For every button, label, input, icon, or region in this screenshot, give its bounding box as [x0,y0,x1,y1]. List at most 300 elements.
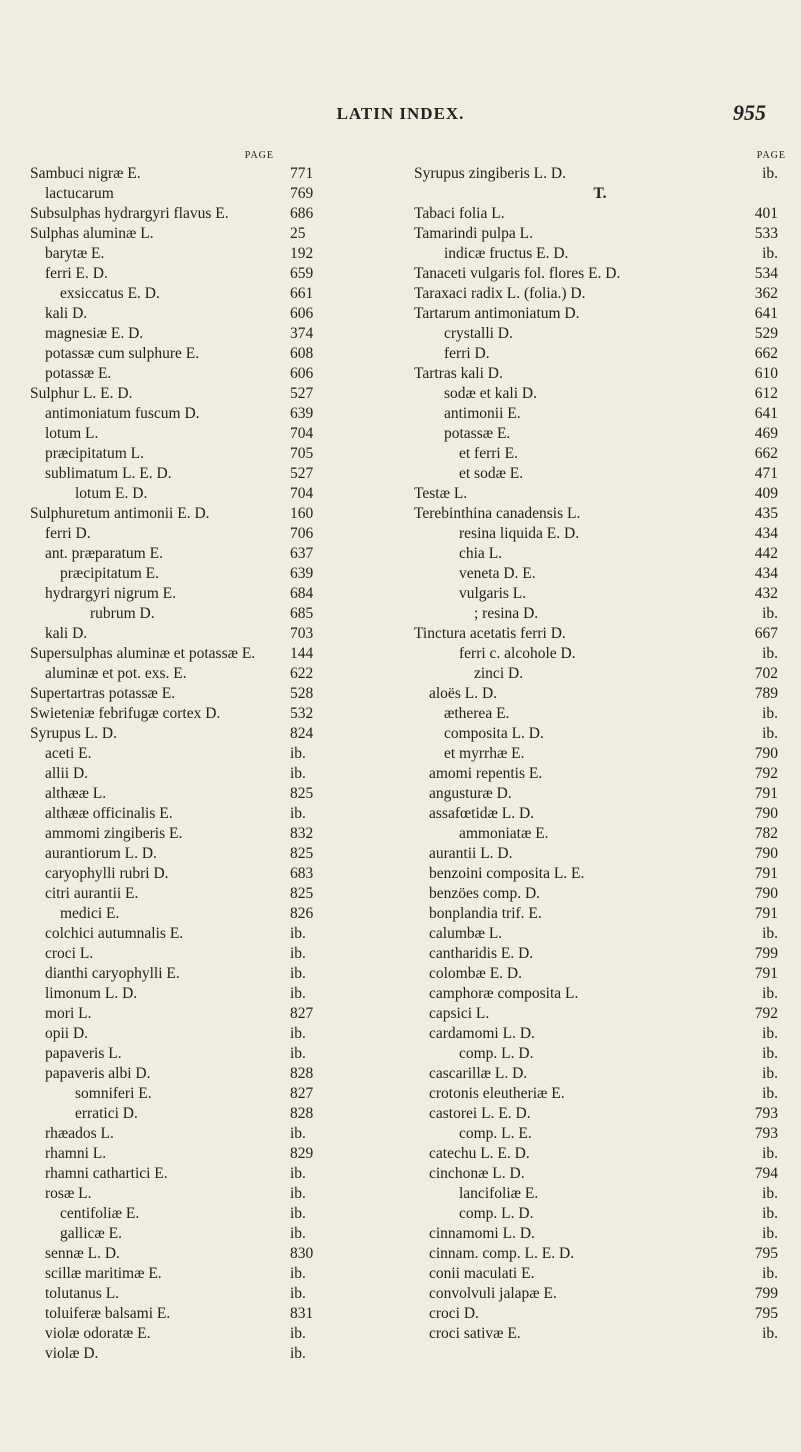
entry-page: 799 [754,945,778,962]
entry-page: 434 [754,565,778,582]
index-entry [30,164,410,184]
entry-term: catechu L. E. D. [429,1145,530,1162]
entry-page: 790 [754,805,778,822]
entry-page: 799 [754,1285,778,1302]
entry-page: 144 [290,645,314,662]
index-entry [30,1104,410,1124]
index-entry [30,1084,410,1104]
index-entry [414,584,786,604]
entry-term: lactucarum [45,185,114,202]
entry-term: vulgaris L. [459,585,527,602]
column-header [414,150,786,164]
index-entry [30,404,410,424]
entry-term: rosæ L. [45,1185,92,1202]
entry-page: 792 [754,1005,778,1022]
entry-page: 641 [754,305,778,322]
entry-page: 832 [290,825,314,842]
entry-page: ib. [762,1025,778,1042]
entry-term: scillæ maritimæ E. [45,1265,162,1282]
index-entry [30,284,410,304]
index-entry [30,364,410,384]
entry-term: ammoniatæ E. [459,825,549,842]
entry-page: 825 [290,885,314,902]
index-entry [30,924,410,944]
entry-term: bonplandia trif. E. [429,905,542,922]
entry-page: 469 [754,425,778,442]
entry-term: T. [593,185,607,202]
entry-page: ib. [290,1025,306,1042]
entry-term: assafœtidæ L. D. [429,805,535,822]
entry-term: sodæ et kali D. [444,385,537,402]
entry-term: Tartras kali D. [414,365,503,382]
entry-term: capsici L. [429,1005,490,1022]
entry-term: antimoniatum fuscum D. [45,405,200,422]
entry-page: ib. [290,965,306,982]
index-entry [30,824,410,844]
index-entry [30,844,410,864]
entry-term: indicæ fructus E. D. [444,245,569,262]
index-entry [414,504,786,524]
index-entry [414,884,786,904]
entry-term: ferri c. alcohole D. [459,645,576,662]
index-entry [414,904,786,924]
entry-term: ferri D. [444,345,490,362]
entry-page: 534 [754,265,778,282]
entry-page: 791 [754,905,778,922]
index-entry [30,964,410,984]
index-entry [414,284,786,304]
entry-term: castorei L. E. D. [429,1105,531,1122]
entry-page: ib. [290,745,306,762]
entry-term: allii D. [45,765,89,782]
entry-page: 25 [290,225,306,242]
entry-page: 622 [290,665,314,682]
index-entry [414,1084,786,1104]
index-entry [414,204,786,224]
entry-term: aluminæ et pot. exs. E. [45,665,187,682]
entry-page: 771 [290,165,314,182]
index-entry [30,424,410,444]
entry-page: ib. [290,945,306,962]
entry-term: potassæ cum sulphure E. [45,345,200,362]
entry-term: comp. L. D. [459,1045,534,1062]
entry-term: cardamomi L. D. [429,1025,535,1042]
index-entry [414,564,786,584]
entry-page: 782 [754,825,778,842]
entry-term: amomi repentis E. [429,765,543,782]
entry-term: limonum L. D. [45,985,138,1002]
entry-page: ib. [290,1205,306,1222]
entry-page: 830 [290,1245,314,1262]
entry-term: calumbæ L. [429,925,503,942]
entry-page: 662 [754,345,778,362]
index-entry [414,404,786,424]
entry-term: cinnamomi L. D. [429,1225,535,1242]
entry-term: centifoliæ E. [60,1205,140,1222]
index-entry [414,384,786,404]
entry-term: colombæ E. D. [429,965,522,982]
entry-page: 374 [290,325,314,342]
entry-term: barytæ E. [45,245,105,262]
entry-term: Testæ L. [414,485,468,502]
entry-page: 790 [754,885,778,902]
index-entry [414,1244,786,1264]
entry-page: 606 [290,365,314,382]
entry-term: sennæ L. D. [45,1245,120,1262]
index-entry [414,624,786,644]
index-entry [30,304,410,324]
entry-page: ib. [762,1085,778,1102]
entry-page: 793 [754,1125,778,1142]
index-entry [30,1044,410,1064]
entry-term: Syrupus L. D. [30,725,117,742]
entry-page: 705 [290,445,314,462]
entry-term: Taraxaci radix L. (folia.) D. [414,285,586,302]
entry-term: sublimatum L. E. D. [45,465,172,482]
entry-term: rubrum D. [90,605,155,622]
entry-page: ib. [762,1145,778,1162]
entry-term: ferri E. D. [45,265,108,282]
index-entry [414,424,786,444]
entry-term: Swieteniæ febrifugæ cortex D. [30,705,221,722]
entry-page: 612 [754,385,778,402]
index-entry [414,1204,786,1224]
entry-page: 790 [754,745,778,762]
entry-page: 791 [754,785,778,802]
entry-page: ib. [762,645,778,662]
index-entry [414,1324,786,1344]
index-entry [414,1284,786,1304]
index-entry [30,624,410,644]
entry-page: ib. [762,1225,778,1242]
entry-term: toluiferæ balsami E. [45,1305,171,1322]
entry-page: 790 [754,845,778,862]
entry-term: ; resina D. [474,605,539,622]
index-entry [414,524,786,544]
entry-term: aurantii L. D. [429,845,513,862]
index-entry [414,604,786,624]
index-entry [414,784,786,804]
entry-term: et sodæ E. [459,465,524,482]
entry-page: ib. [290,1125,306,1142]
entry-page: 794 [754,1165,778,1182]
entry-page: ib. [762,1205,778,1222]
index-entry [30,244,410,264]
index-entry [414,1264,786,1284]
entry-term: rhamni cathartici E. [45,1165,168,1182]
index-entry [414,704,786,724]
entry-page: ib. [290,1165,306,1182]
entry-page: 828 [290,1105,314,1122]
index-entry [30,1244,410,1264]
index-entry [414,644,786,664]
entry-term: althææ L. [45,785,107,802]
entry-term: lotum E. D. [75,485,148,502]
entry-term: Sulphuretum antimonii E. D. [30,505,210,522]
entry-page: 829 [290,1145,314,1162]
entry-term: præcipitatum L. [45,445,145,462]
index-column-left [30,150,410,1364]
index-entry [30,484,410,504]
entry-page: ib. [762,1045,778,1062]
index-entry [414,244,786,264]
entry-page: ib. [290,1325,306,1342]
index-entry [414,324,786,344]
entry-term: angusturæ D. [429,785,512,802]
entry-term: ferri D. [45,525,91,542]
index-entry [414,844,786,864]
entry-term: crystalli D. [444,325,513,342]
entry-page: 435 [754,505,778,522]
entry-page: 610 [754,365,778,382]
entry-term: zinci D. [474,665,524,682]
index-entry [30,1324,410,1344]
entry-term: Tabaci folia L. [414,205,505,222]
entry-page: 529 [754,325,778,342]
entry-term: althææ officinalis E. [45,805,173,822]
index-entry [414,984,786,1004]
entry-page: 792 [754,765,778,782]
entry-page: ib. [762,1185,778,1202]
entry-page: 527 [290,385,314,402]
index-entry [30,784,410,804]
entry-page: 684 [290,585,314,602]
entry-term: conii maculati E. [429,1265,535,1282]
index-entry [30,684,410,704]
entry-term: aceti E. [45,745,92,762]
entry-page: 825 [290,845,314,862]
entry-page: ib. [762,985,778,1002]
entry-page: ib. [290,1045,306,1062]
entry-term: Syrupus zingiberis L. D. [414,165,566,182]
entry-term: dianthi caryophylli E. [45,965,180,982]
entry-page: ib. [290,1265,306,1282]
entry-term: magnesiæ E. D. [45,325,144,342]
index-entry [30,464,410,484]
index-entry [414,344,786,364]
index-entry [414,744,786,764]
index-entry [30,584,410,604]
index-column-right [414,150,786,1344]
index-entry [30,884,410,904]
entry-term: Sulphur L. E. D. [30,385,133,402]
entry-term: medici E. [60,905,120,922]
entry-term: aurantiorum L. D. [45,845,157,862]
entry-page: 686 [290,205,314,222]
index-entry [414,224,786,244]
entry-term: lancifoliæ E. [459,1185,539,1202]
entry-page: 409 [754,485,778,502]
entry-page: ib. [290,1185,306,1202]
entry-term: gallicæ E. [60,1225,122,1242]
entry-page: 192 [290,245,314,262]
entry-page: ib. [762,1065,778,1082]
entry-page: ib. [762,705,778,722]
index-entry [30,264,410,284]
index-entry [414,484,786,504]
entry-term: somniferi E. [75,1085,152,1102]
index-entry [30,184,410,204]
index-entry [30,644,410,664]
entry-term: camphoræ composita L. [429,985,579,1002]
entry-page: 434 [754,525,778,542]
entry-term: croci L. [45,945,94,962]
entry-term: Sambuci nigræ E. [30,165,141,182]
entry-term: mori L. [45,1005,92,1022]
index-entry [30,764,410,784]
entry-page: ib. [762,925,778,942]
index-entry [414,1124,786,1144]
entry-term: croci D. [429,1305,479,1322]
index-entry [30,744,410,764]
index-entry [30,344,410,364]
entry-term: Supertartras potassæ E. [30,685,176,702]
entry-term: comp. L. D. [459,1205,534,1222]
index-entry [414,1024,786,1044]
entry-page: 827 [290,1085,314,1102]
entry-page: 527 [290,465,314,482]
entry-term: et myrrhæ E. [444,745,525,762]
index-entry [414,1064,786,1084]
entry-page: ib. [762,605,778,622]
index-entry [30,1164,410,1184]
entry-page: 706 [290,525,314,542]
index-entry [414,264,786,284]
index-entry [414,1184,786,1204]
entry-term: cantharidis E. D. [429,945,534,962]
entry-page: 791 [754,865,778,882]
entry-term: potassæ E. [444,425,511,442]
entry-term: ant. præparatum E. [45,545,163,562]
index-entry [30,724,410,744]
entry-term: antimonii E. [444,405,521,422]
entry-term: Tanaceti vulgaris fol. flores E. D. [414,265,621,282]
index-entry [30,1264,410,1284]
entry-term: et ferri E. [459,445,518,462]
entry-term: præcipitatum E. [60,565,160,582]
entry-page: 703 [290,625,314,642]
index-entry [30,524,410,544]
entry-page: ib. [290,925,306,942]
index-entry [414,1164,786,1184]
entry-term: opii D. [45,1025,89,1042]
entry-term: Terebinthina canadensis L. [414,505,581,522]
entry-page: 606 [290,305,314,322]
entry-page: 702 [754,665,778,682]
entry-page: 831 [290,1305,314,1322]
entry-page: 637 [290,545,314,562]
index-entry [30,864,410,884]
index-entry [30,664,410,684]
index-entry [30,804,410,824]
index-entry [414,804,786,824]
index-entry [30,704,410,724]
index-entry [30,604,410,624]
index-entry [30,204,410,224]
entry-page: 661 [290,285,314,302]
index-entry [414,464,786,484]
entry-term: caryophylli rubri D. [45,865,169,882]
entry-term: potassæ E. [45,365,112,382]
entry-page: 704 [290,485,314,502]
index-entry [30,1184,410,1204]
entry-term: Sulphas aluminæ L. [30,225,154,242]
entry-page: 826 [290,905,314,922]
entry-page: 795 [754,1245,778,1262]
entry-term: rhamni L. [45,1145,107,1162]
entry-page: 401 [754,205,778,222]
index-entry [414,664,786,684]
entry-page: 608 [290,345,314,362]
entry-page: 685 [290,605,314,622]
index-entry [414,364,786,384]
index-entry [414,924,786,944]
entry-term: cinchonæ L. D. [429,1165,525,1182]
entry-page: 662 [754,445,778,462]
page-header [0,100,801,132]
page-label: PAGE [756,150,786,161]
entry-page: 639 [290,405,314,422]
index-entry [414,1224,786,1244]
entry-page: 641 [754,405,778,422]
entry-page: 824 [290,725,314,742]
entry-term: Tamarindi pulpa L. [414,225,534,242]
index-entry [30,1224,410,1244]
index-entry [30,444,410,464]
entry-page: 667 [754,625,778,642]
entry-page: 362 [754,285,778,302]
entry-term: aloës L. D. [429,685,498,702]
entry-term: erratici D. [75,1105,138,1122]
entry-term: veneta D. E. [459,565,536,582]
entry-term: croci sativæ E. [429,1325,521,1342]
entry-page: ib. [290,805,306,822]
index-entry [30,1124,410,1144]
index-entry [30,944,410,964]
entry-term: citri aurantii E. [45,885,139,902]
entry-page: 828 [290,1065,314,1082]
entry-page: 532 [290,705,314,722]
index-entry [30,544,410,564]
entry-term: comp. L. E. [459,1125,532,1142]
entry-page: 795 [754,1305,778,1322]
entry-term: rhæados L. [45,1125,114,1142]
entry-page: 789 [754,685,778,702]
entry-page: 639 [290,565,314,582]
entry-term: Tartarum antimoniatum D. [414,305,580,322]
entry-page: 432 [754,585,778,602]
entry-term: colchici autumnalis E. [45,925,184,942]
index-entry [30,504,410,524]
index-entry [30,1204,410,1224]
entry-page: ib. [290,1285,306,1302]
index-entry [414,964,786,984]
entry-page: ib. [290,1225,306,1242]
entry-term: violæ odoratæ E. [45,1325,151,1342]
entry-term: Tinctura acetatis ferri D. [414,625,566,642]
entry-page: 528 [290,685,314,702]
column-header [30,150,410,164]
entry-term: chia L. [459,545,503,562]
entry-term: composita L. D. [444,725,544,742]
entry-term: Subsulphas hydrargyri flavus E. [30,205,229,222]
page-label: PAGE [244,150,274,161]
entry-term: papaveris L. [45,1045,122,1062]
index-entry [414,824,786,844]
entry-term: Supersulphas aluminæ et potassæ E. [30,645,256,662]
entry-term: exsiccatus E. D. [60,285,160,302]
entry-term: violæ D. [45,1345,99,1362]
